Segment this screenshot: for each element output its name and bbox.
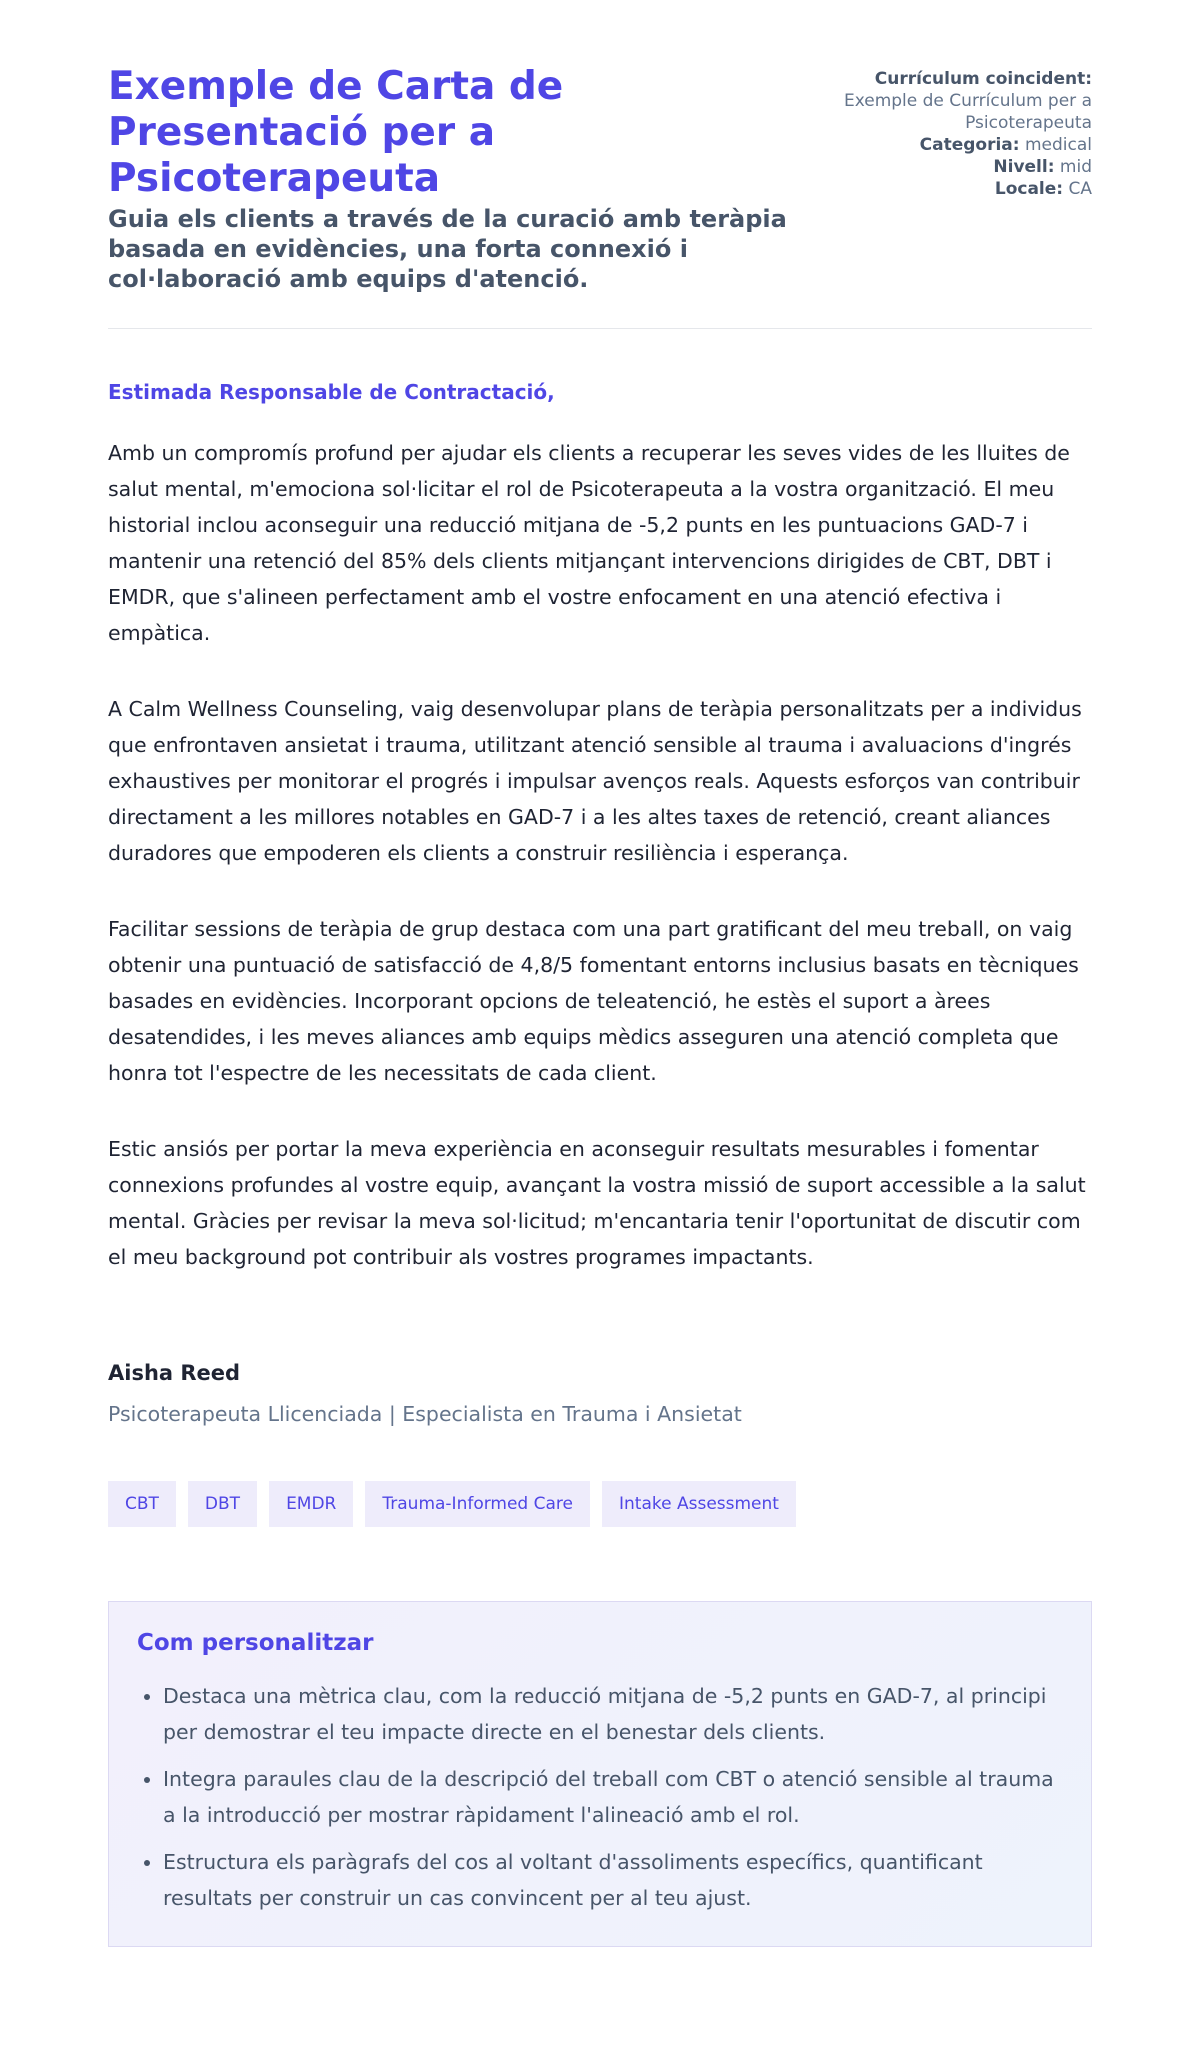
signature-block [108,1359,1092,1429]
skill-tag: Trauma-Informed Care [365,1481,590,1527]
matching-resume-label: Currículum coincident: [874,69,1092,89]
page-header [108,64,1092,294]
tip-item: • Estructura els paràgrafs del cos al voltant d'assoliments específics, quantificant resultats per construir un cas convincent per al teu ajust. [163,1844,1063,1916]
letter-paragraph: A Calm Wellness Counseling, vaig desenvolupar plans de teràpia personalitzats per a individus que enfrontaven ansietat i trauma, utilitzant atenció sensible al trauma i avaluacions d'ingrés exhaustives per monitorar el progrés i impulsar avenços reals. Aquests esforços van contribuir directament a les millores notables en GAD-7 i a les altes taxes de retenció, creant aliances duradores que empoderen els clients a construir resiliència i esperança. [108,697,1082,865]
letter-paragraph: Estic ansiós per portar la meva experiència en aconseguir resultats mesurables i fomentar connexions profundes al vostre equip, avançant la vostra missió de suport accessible a la salut mental. Gràcies per revisar la meva sol·licitud; m'encantaria tenir l'oportunitat de discutir com el meu background pot contribuir als vostres programes impactants. [108,1137,1086,1269]
skill-tag: CBT [108,1481,176,1527]
signature-title: Psicoterapeuta Llicenciada | Especialista en Trauma i Ansietat [108,1402,742,1426]
tip-item: • Integra paraules clau de la descripció del treball com CBT o atenció sensible al trauma a la introducció per mostrar ràpidament l'alineació amb el rol. [163,1761,1063,1833]
category-value: medical [1024,135,1092,155]
skill-tag: DBT [188,1481,257,1527]
salutation: Estimada Responsable de Contractació, [108,380,555,404]
skill-tags [108,1481,1092,1527]
tips-list [137,1678,1063,1916]
locale-row [829,178,1092,200]
tip-item: • Destaca una mètrica clau, com la reducció mitjana de -5,2 punts en GAD-7, al principi per demostrar el teu impacte directe en el benestar dels clients. [163,1678,1063,1750]
skill-tag: Intake Assessment [602,1481,796,1527]
matching-resume-link[interactable]: Exemple de Currículum per a Psicoterapeuta [843,91,1092,133]
letter-paragraph: Amb un compromís profund per ajudar els clients a recuperar les seves vides de les lluites de salut mental, m'emociona sol·licitar el rol de Psicoterapeuta a la vostra organització. El meu historial inclou aconseguir una reducció mitjana de -5,2 punts en les puntuacions GAD-7 i mantenir una retenció del 85% dels clients mitjançant intervencions dirigides de CBT, DBT i EMDR, que s'alineen perfectament amb el vostre enfocament en una atenció efectiva i empàtica. [108,441,1070,645]
level-row [829,156,1092,178]
customization-tips [108,1601,1092,1947]
letter-paragraph: Facilitar sessions de teràpia de grup destaca com una part gratificant del meu treball, on vaig obtenir una puntuació de satisfacció de 4,8/5 fomentant entorns inclusius basats en tècniques basades en evidències. Incorporant opcions de teleatenció, he estès el suport a àrees desatendides, i les meves aliances amb equips mèdics asseguren una atenció completa que honra tot l'espectre de les necessitats de cada client. [108,917,1079,1085]
page-title: Exemple de Carta de Presentació per a Psicoterapeuta [108,64,564,201]
tips-title: Com personalitzar [137,1630,374,1656]
resume-meta [829,64,1092,200]
page-subtitle: Guia els clients a través de la curació amb teràpia basada en evidències, una forta connexió i col·laboració amb equips d'atenció. [108,205,787,293]
header-titles [108,64,829,294]
header-divider [108,328,1092,329]
locale-value: CA [1068,179,1092,199]
level-value: mid [1059,157,1092,177]
level-label: Nivell: [993,157,1055,177]
letter-body [108,379,1092,1275]
locale-label: Locale: [994,179,1064,199]
skill-tag: EMDR [269,1481,353,1527]
category-label: Categoria: [919,135,1020,155]
signature-name: Aisha Reed [108,1361,241,1385]
category-row [829,134,1092,156]
